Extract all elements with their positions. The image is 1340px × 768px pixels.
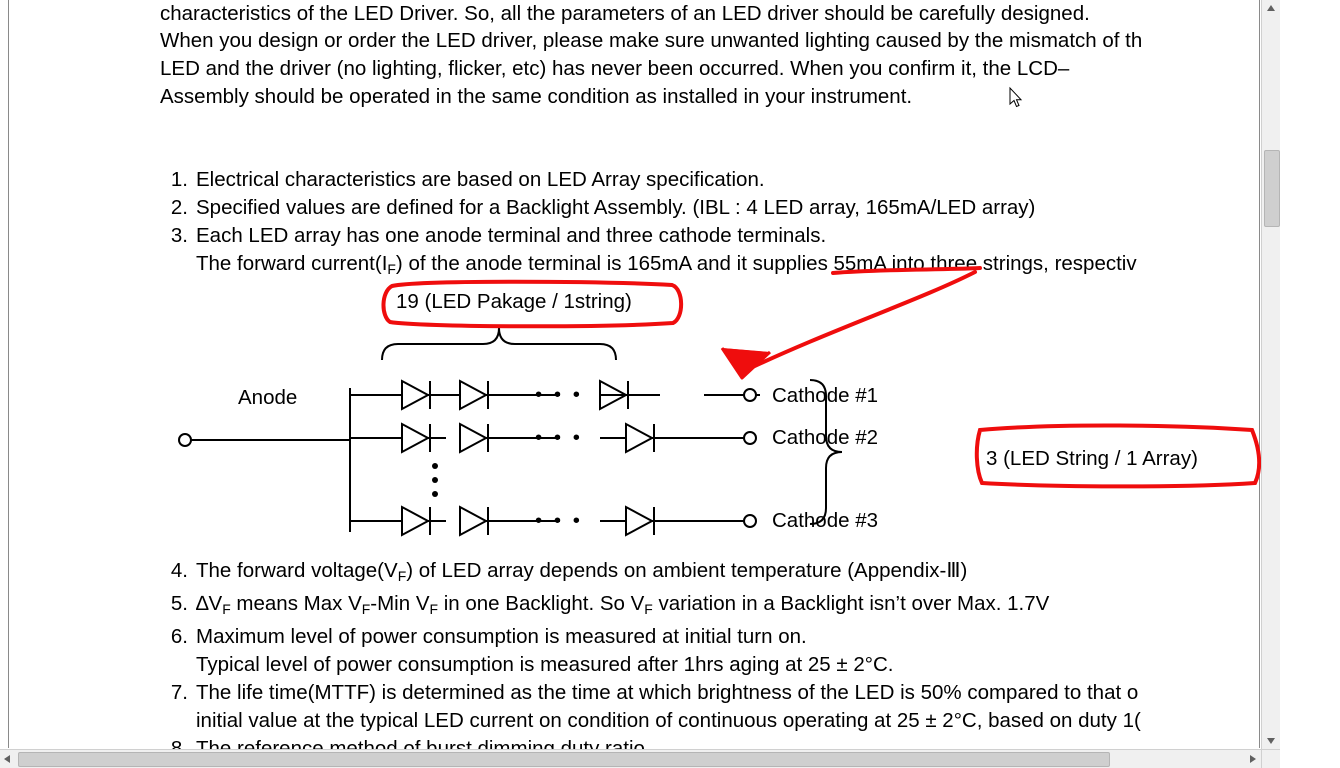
list-item [160, 590, 1141, 623]
cathode-3-label: Cathode #3 [772, 509, 879, 532]
horizontal-scrollbar[interactable] [0, 749, 1280, 768]
vertical-scrollbar[interactable] [1261, 0, 1280, 750]
intro-line-1: characteristics of the LED Driver. So, all the parameters of an LED driver should be carefully designed. [160, 2, 1090, 25]
list-item [160, 166, 1137, 194]
intro-line-2: When you design or order the LED driver, please make sure unwanted lighting caused by the mismatch of th [160, 29, 1143, 52]
scroll-up-button[interactable] [1262, 0, 1280, 17]
package-annotation-text: 19 (LED Pakage / 1string) [396, 290, 632, 313]
list-item-number: 1. [170, 168, 188, 191]
list-item-text: Each LED array has one anode terminal and three cathode terminals. [196, 224, 827, 247]
chevron-right-icon [1250, 755, 1256, 763]
list-item-number: 2. [170, 196, 188, 219]
list-item-subtext: The forward $current(I_F)$ of the anode terminal is 165mA and it supplies 55mA into three strings, respectiv [196, 252, 1137, 277]
list-item [160, 222, 1137, 250]
led-array-diagram [160, 280, 1270, 555]
string-annotation-text: 3 (LED String / 1 Array) [986, 447, 1198, 470]
cathode-2-label: Cathode #2 [772, 426, 879, 449]
list-item-number: 7. [170, 680, 188, 704]
horizontal-scroll-thumb[interactable] [18, 752, 1110, 767]
notes-list-bottom [160, 557, 1141, 763]
list-item [160, 557, 1141, 590]
intro-line-4: Assembly should be operated in the same condition as installed in your instrument. [160, 85, 913, 108]
list-item-text: Maximum level of power consumption is measured at initial turn on. [196, 624, 807, 648]
anode-label: Anode [238, 386, 298, 409]
list-item [160, 194, 1137, 222]
list-item-text: $\Delta V_F$ means Max $V_F$-Min $V_F$ in one Backlight. So $V_F$ variation in a Backlight isn’t over Max. 1.7V [196, 591, 1050, 617]
chevron-down-icon [1267, 738, 1275, 744]
scroll-down-button[interactable] [1262, 733, 1280, 750]
list-item-text: Specified values are defined for a Backlight Assembly. (IBL : 4 LED array, 165mA/LED array) [196, 196, 1036, 219]
list-item-text: The life time(MTTF) is determined as the time at which brightness of the LED is 50% compared to that o [196, 680, 1139, 704]
list-item-number: 4. [170, 559, 188, 582]
list-item-number: 6. [170, 624, 188, 648]
list-item-subtext: initial value at the typical LED current on condition of continuous operating at 25 ± 2°C, based on duty 1( [196, 708, 1141, 732]
intro-line-3: LED and the driver (no lighting, flicker, etc) has never been occurred. When you confirm it, the LCD– [160, 57, 1070, 80]
notes-list-top [160, 166, 1137, 283]
list-item-number: 5. [170, 591, 188, 615]
mouse-cursor [1010, 88, 1024, 108]
ellipsis-string-2: • • • [535, 426, 583, 449]
cathode-1-label: Cathode #1 [772, 384, 879, 407]
chevron-up-icon [1267, 5, 1275, 11]
list-item-subtext: Typical level of power consumption is measured after 1hrs aging at 25 ± 2°C. [196, 652, 894, 676]
scroll-right-button[interactable] [1245, 750, 1262, 768]
list-item [160, 679, 1141, 707]
list-item-text: Electrical characteristics are based on LED Array specification. [196, 168, 765, 191]
scrollbar-corner [1261, 749, 1280, 768]
list-item-number: 3. [170, 224, 188, 247]
ellipsis-string-3: • • • [535, 509, 583, 532]
scroll-left-button[interactable] [0, 750, 17, 768]
chevron-left-icon [4, 755, 10, 763]
list-item-text: The forward $voltage(V_F)$ of LED array depends on ambient temperature (Appendix-Ⅲ) [196, 559, 968, 584]
ellipsis-string-1: • • • [535, 383, 583, 406]
page-left-border [8, 0, 9, 748]
list-item [160, 623, 1141, 651]
vertical-scroll-thumb[interactable] [1264, 150, 1280, 227]
